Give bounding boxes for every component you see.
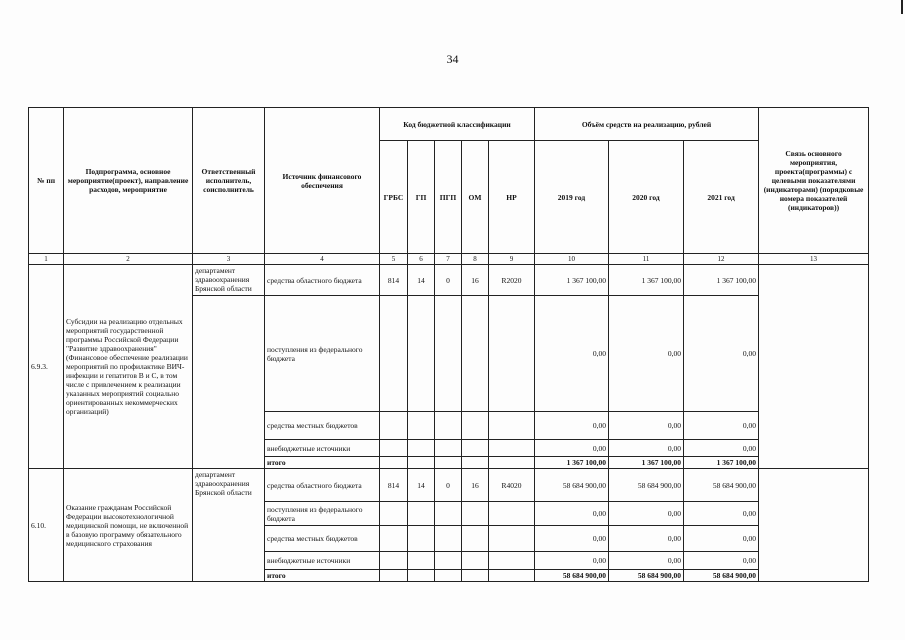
table-row bbox=[29, 469, 869, 502]
om-cell bbox=[462, 457, 489, 469]
value-2020: 0,00 bbox=[609, 552, 684, 570]
col-num: 5 bbox=[380, 254, 408, 265]
value-2021: 0,00 bbox=[684, 440, 759, 457]
total-2021: 1 367 100,00 bbox=[684, 457, 759, 469]
value-2020: 0,00 bbox=[609, 526, 684, 552]
total-2020: 58 684 900,00 bbox=[609, 570, 684, 582]
grbs-cell bbox=[380, 502, 408, 526]
value-2021: 1 367 100,00 bbox=[684, 265, 759, 296]
col-num: 11 bbox=[609, 254, 684, 265]
value-2019: 0,00 bbox=[535, 440, 609, 457]
np-cell: R4020 bbox=[489, 469, 535, 502]
source-cell: внебюджетные источники bbox=[265, 552, 380, 570]
section-name: Субсидии на реализацию отдельных мероприятий государственной программы Российской Федерации "Развитие здравоохранения" (Финансовое обеспечение реализации мероприятий по профилактике ВИЧ-инфекции и гепатитов В и С, в том числе с привлечением к реализации указанных мероприятий социально ориентированных некоммерческих организаций) bbox=[64, 265, 193, 469]
col-num: 10 bbox=[535, 254, 609, 265]
header-n: № пп bbox=[29, 108, 64, 254]
pgp-cell bbox=[435, 526, 462, 552]
source-cell: средства местных бюджетов bbox=[265, 412, 380, 440]
header-source: Источник финансового обеспечения bbox=[265, 108, 380, 254]
om-cell bbox=[462, 552, 489, 570]
value-2021: 0,00 bbox=[684, 296, 759, 412]
header-2019: 2019 год bbox=[535, 141, 609, 254]
value-2019: 1 367 100,00 bbox=[535, 265, 609, 296]
source-cell: средства областного бюджета bbox=[265, 469, 380, 502]
pgp-cell bbox=[435, 296, 462, 412]
source-cell: итого bbox=[265, 457, 380, 469]
col-num: 1 bbox=[29, 254, 64, 265]
np-cell: R2020 bbox=[489, 265, 535, 296]
col-num: 9 bbox=[489, 254, 535, 265]
source-cell: средства областного бюджета bbox=[265, 265, 380, 296]
col-num: 7 bbox=[435, 254, 462, 265]
header-budget-code: Код бюджетной классификации bbox=[380, 108, 535, 141]
pgp-cell: 0 bbox=[435, 265, 462, 296]
om-cell bbox=[462, 570, 489, 582]
grbs-cell bbox=[380, 412, 408, 440]
header-2020: 2020 год bbox=[609, 141, 684, 254]
source-cell: поступления из федерального бюджета bbox=[265, 296, 380, 412]
om-cell bbox=[462, 412, 489, 440]
gp-cell: 14 bbox=[408, 265, 435, 296]
col-num: 13 bbox=[759, 254, 869, 265]
np-cell bbox=[489, 440, 535, 457]
np-cell bbox=[489, 502, 535, 526]
grbs-cell bbox=[380, 457, 408, 469]
section-executor: департамент здравоохранения Брянской области bbox=[193, 469, 265, 582]
gp-cell bbox=[408, 552, 435, 570]
grbs-cell bbox=[380, 440, 408, 457]
value-2020: 0,00 bbox=[609, 296, 684, 412]
header-2021: 2021 год bbox=[684, 141, 759, 254]
gp-cell bbox=[408, 526, 435, 552]
header-executor: Ответственный исполнитель, соисполнитель bbox=[193, 108, 265, 254]
col-num: 3 bbox=[193, 254, 265, 265]
value-2019: 0,00 bbox=[535, 296, 609, 412]
grbs-cell bbox=[380, 570, 408, 582]
header-gp: ГП bbox=[408, 141, 435, 254]
executor-empty-cell bbox=[193, 296, 265, 469]
value-2019: 58 684 900,00 bbox=[535, 469, 609, 502]
gp-cell bbox=[408, 570, 435, 582]
value-2020: 0,00 bbox=[609, 502, 684, 526]
pgp-cell bbox=[435, 412, 462, 440]
col-num: 8 bbox=[462, 254, 489, 265]
indicator-link-cell bbox=[759, 469, 869, 582]
np-cell bbox=[489, 457, 535, 469]
total-2019: 1 367 100,00 bbox=[535, 457, 609, 469]
source-cell: поступления из федерального бюджета bbox=[265, 502, 380, 526]
table-row bbox=[29, 265, 869, 296]
om-cell bbox=[462, 502, 489, 526]
om-cell bbox=[462, 440, 489, 457]
value-2019: 0,00 bbox=[535, 552, 609, 570]
pgp-cell: 0 bbox=[435, 469, 462, 502]
value-2021: 0,00 bbox=[684, 552, 759, 570]
om-cell: 16 bbox=[462, 265, 489, 296]
om-cell bbox=[462, 526, 489, 552]
pgp-cell bbox=[435, 457, 462, 469]
total-2020: 1 367 100,00 bbox=[609, 457, 684, 469]
header-om: ОМ bbox=[462, 141, 489, 254]
budget-table bbox=[28, 107, 869, 582]
gp-cell bbox=[408, 440, 435, 457]
gp-cell bbox=[408, 296, 435, 412]
source-cell: средства местных бюджетов bbox=[265, 526, 380, 552]
col-num: 2 bbox=[64, 254, 193, 265]
value-2021: 0,00 bbox=[684, 412, 759, 440]
value-2019: 0,00 bbox=[535, 502, 609, 526]
np-cell bbox=[489, 570, 535, 582]
pgp-cell bbox=[435, 570, 462, 582]
source-cell: внебюджетные источники bbox=[265, 440, 380, 457]
header-np: НР bbox=[489, 141, 535, 254]
section-number: 6.10. bbox=[29, 469, 64, 582]
om-cell bbox=[462, 296, 489, 412]
header-grbs: ГРБС bbox=[380, 141, 408, 254]
value-2021: 0,00 bbox=[684, 502, 759, 526]
section-executor bbox=[193, 265, 265, 296]
col-num: 4 bbox=[265, 254, 380, 265]
value-2020: 0,00 bbox=[609, 412, 684, 440]
grbs-cell bbox=[380, 296, 408, 412]
source-cell: итого bbox=[265, 570, 380, 582]
grbs-cell: 814 bbox=[380, 265, 408, 296]
section-name: Оказание гражданам Российской Федерации высокотехнологичной медицинской помощи, не включенной в базовую программу обязательного медицинского страхования bbox=[64, 469, 193, 582]
col-num: 12 bbox=[684, 254, 759, 265]
pgp-cell bbox=[435, 502, 462, 526]
grbs-cell bbox=[380, 526, 408, 552]
col-num: 6 bbox=[408, 254, 435, 265]
section-number: 6.9.3. bbox=[29, 265, 64, 469]
indicator-link-cell bbox=[759, 265, 869, 469]
value-2019: 0,00 bbox=[535, 526, 609, 552]
page-number: 34 bbox=[446, 52, 459, 66]
grbs-cell: 814 bbox=[380, 469, 408, 502]
header-subprogram: Подпрограмма, основное мероприятие(проект), направление расходов, мероприятие bbox=[64, 108, 193, 254]
total-2021: 58 684 900,00 bbox=[684, 570, 759, 582]
edge-mark bbox=[901, 0, 903, 14]
gp-cell: 14 bbox=[408, 469, 435, 502]
pgp-cell bbox=[435, 440, 462, 457]
np-cell bbox=[489, 526, 535, 552]
np-cell bbox=[489, 552, 535, 570]
column-number-row bbox=[29, 254, 869, 265]
value-2020: 58 684 900,00 bbox=[609, 469, 684, 502]
value-2019: 0,00 bbox=[535, 412, 609, 440]
pgp-cell bbox=[435, 552, 462, 570]
value-2021: 0,00 bbox=[684, 526, 759, 552]
gp-cell bbox=[408, 502, 435, 526]
header-pgp: ПГП bbox=[435, 141, 462, 254]
value-2021: 58 684 900,00 bbox=[684, 469, 759, 502]
executor-text: департамент здравоохранения Брянской области bbox=[195, 266, 252, 294]
gp-cell bbox=[408, 457, 435, 469]
value-2020: 1 367 100,00 bbox=[609, 265, 684, 296]
om-cell: 16 bbox=[462, 469, 489, 502]
total-2019: 58 684 900,00 bbox=[535, 570, 609, 582]
np-cell bbox=[489, 296, 535, 412]
grbs-cell bbox=[380, 552, 408, 570]
value-2020: 0,00 bbox=[609, 440, 684, 457]
gp-cell bbox=[408, 412, 435, 440]
np-cell bbox=[489, 412, 535, 440]
header-volume: Объём средств на реализацию, рублей bbox=[535, 108, 759, 141]
header-link: Связь основного мероприятия, проекта(программы) с целевыми показателями (индикаторами) (порядковые номера показателей (индикаторов)) bbox=[759, 108, 869, 254]
